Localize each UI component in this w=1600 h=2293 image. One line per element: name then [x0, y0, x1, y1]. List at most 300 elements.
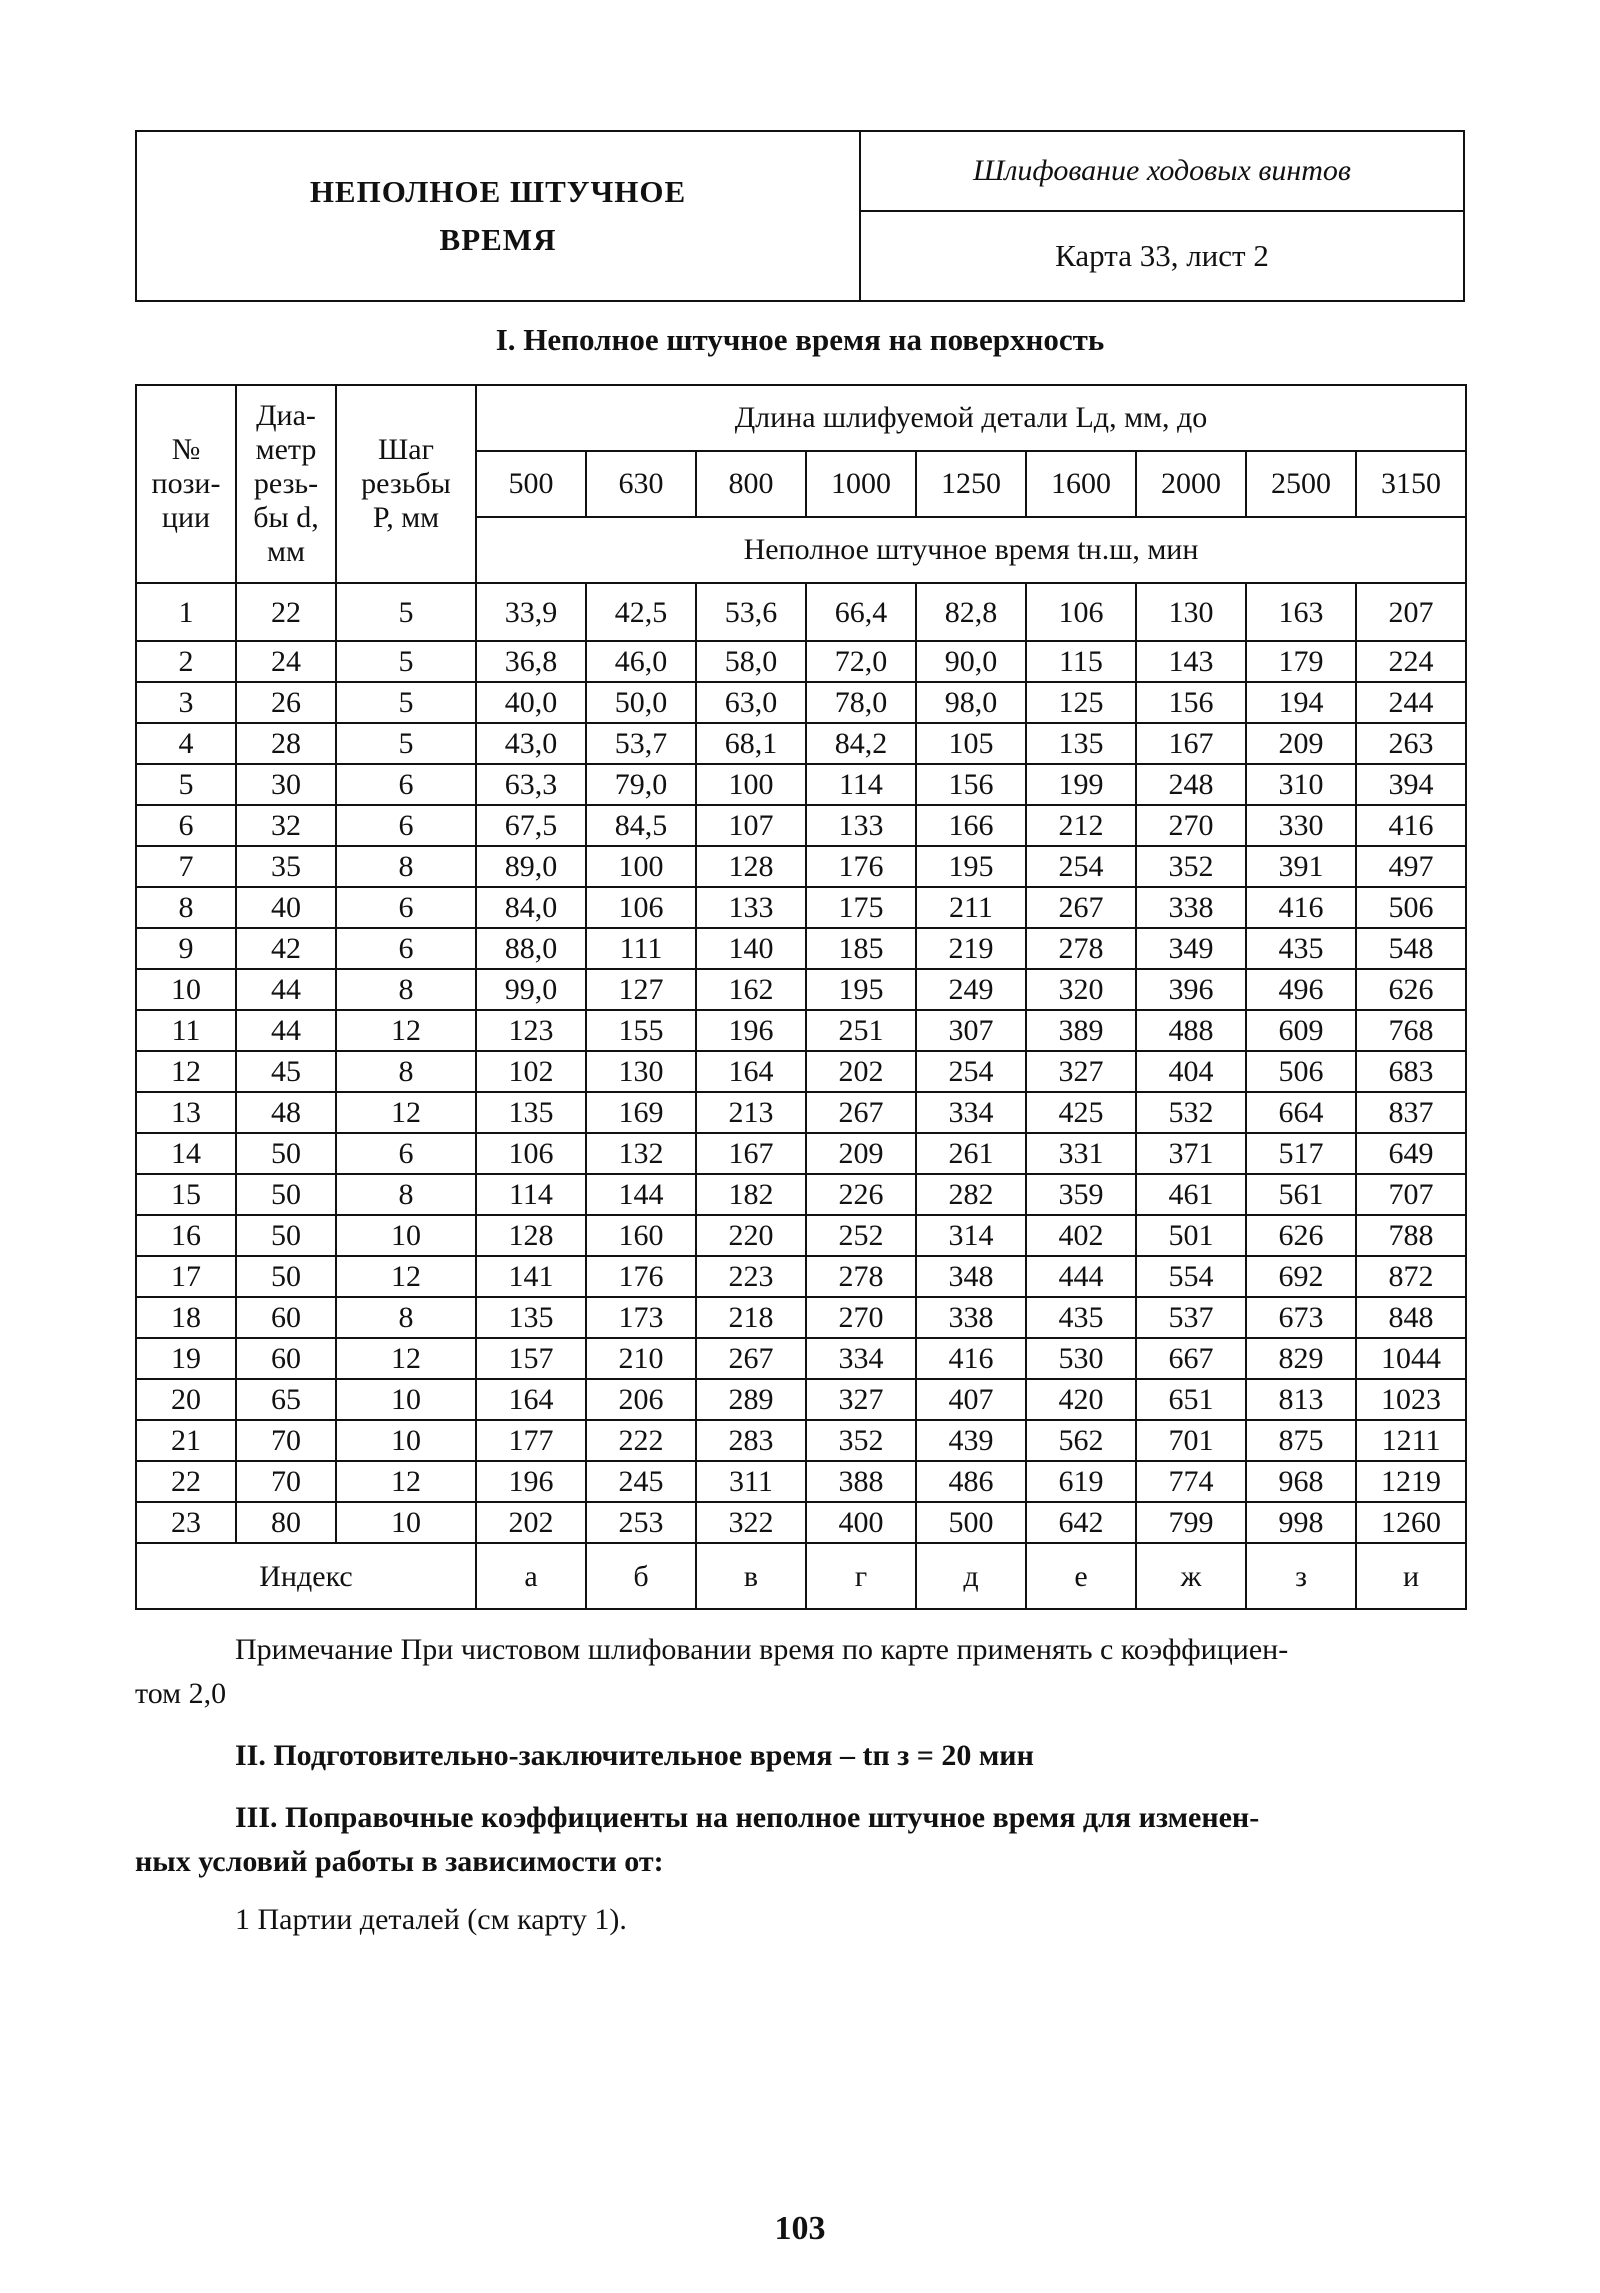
table-cell: 371	[1136, 1133, 1246, 1174]
table-cell: 8	[336, 1297, 476, 1338]
table-cell: 46,0	[586, 641, 696, 682]
table-cell: 80	[236, 1502, 336, 1543]
table-cell: 254	[916, 1051, 1026, 1092]
table-cell: 100	[586, 846, 696, 887]
table-cell: 1044	[1356, 1338, 1466, 1379]
table-cell: 416	[1356, 805, 1466, 846]
table-cell: 175	[806, 887, 916, 928]
table-cell: 218	[696, 1297, 806, 1338]
table-cell: 389	[1026, 1010, 1136, 1051]
index-cell: д	[916, 1543, 1026, 1609]
table-cell: 394	[1356, 764, 1466, 805]
table-cell: 848	[1356, 1297, 1466, 1338]
table-cell: 352	[806, 1420, 916, 1461]
table-cell: 352	[1136, 846, 1246, 887]
table-cell: 22	[236, 583, 336, 641]
table-cell: 311	[696, 1461, 806, 1502]
table-cell: 194	[1246, 682, 1356, 723]
table-cell: 253	[586, 1502, 696, 1543]
table-cell: 177	[476, 1420, 586, 1461]
table-cell: 12	[336, 1338, 476, 1379]
table-cell: 40	[236, 887, 336, 928]
table-cell: 263	[1356, 723, 1466, 764]
table-cell: 506	[1356, 887, 1466, 928]
table-cell: 105	[916, 723, 1026, 764]
table-cell: 211	[916, 887, 1026, 928]
table-cell: 249	[916, 969, 1026, 1010]
table-cell: 133	[696, 887, 806, 928]
table-cell: 132	[586, 1133, 696, 1174]
header-title-line1: НЕПОЛНОЕ ШТУЧНОЕ	[309, 174, 687, 209]
table-cell: 348	[916, 1256, 1026, 1297]
table-cell: 692	[1246, 1256, 1356, 1297]
table-cell: 98,0	[916, 682, 1026, 723]
table-cell: 609	[1246, 1010, 1356, 1051]
table-cell: 66,4	[806, 583, 916, 641]
table-cell: 331	[1026, 1133, 1136, 1174]
table-cell: 5	[336, 583, 476, 641]
length-col-1: 630	[586, 451, 696, 517]
index-cell: е	[1026, 1543, 1136, 1609]
table-cell: 6	[336, 887, 476, 928]
table-row	[136, 1092, 1466, 1133]
table-cell: 28	[236, 723, 336, 764]
table-cell: 209	[806, 1133, 916, 1174]
table-cell: 314	[916, 1215, 1026, 1256]
table-cell: 334	[916, 1092, 1026, 1133]
col-header-diameter-l1: Диа-	[256, 399, 316, 432]
table-row	[136, 764, 1466, 805]
col-header-step-l3: P, мм	[372, 501, 440, 534]
col-header-diameter-l3: резь-	[253, 467, 319, 500]
table-cell: 20	[136, 1379, 236, 1420]
table-cell: 4	[136, 723, 236, 764]
table-cell: 435	[1246, 928, 1356, 969]
section-2-title: II. Подготовительно-заключительное время – tп з = 20 мин	[235, 1739, 1034, 1772]
table-cell: 12	[336, 1256, 476, 1297]
table-row	[136, 1051, 1466, 1092]
table-cell: 6	[136, 805, 236, 846]
table-cell: 359	[1026, 1174, 1136, 1215]
table-cell: 667	[1136, 1338, 1246, 1379]
table-cell: 135	[1026, 723, 1136, 764]
length-header: Длина шлифуемой детали Lд, мм, до	[476, 385, 1466, 451]
table-cell: 106	[476, 1133, 586, 1174]
col-header-step	[336, 385, 476, 583]
length-col-6: 2000	[1136, 451, 1246, 517]
table-cell: 517	[1246, 1133, 1356, 1174]
table-cell: 626	[1356, 969, 1466, 1010]
table-cell: 24	[236, 641, 336, 682]
table-cell: 875	[1246, 1420, 1356, 1461]
table-cell: 11	[136, 1010, 236, 1051]
table-cell: 42,5	[586, 583, 696, 641]
table-cell: 837	[1356, 1092, 1466, 1133]
index-cell: в	[696, 1543, 806, 1609]
table-cell: 2	[136, 641, 236, 682]
index-cell: и	[1356, 1543, 1466, 1609]
table-cell: 407	[916, 1379, 1026, 1420]
header-operation: Шлифование ходовых винтов	[861, 132, 1463, 212]
table-cell: 162	[696, 969, 806, 1010]
table-cell: 501	[1136, 1215, 1246, 1256]
table-cell: 774	[1136, 1461, 1246, 1502]
table-cell: 90,0	[916, 641, 1026, 682]
table-cell: 488	[1136, 1010, 1246, 1051]
table-cell: 99,0	[476, 969, 586, 1010]
col-header-diameter-l4: бы d,	[253, 501, 319, 534]
table-cell: 400	[806, 1502, 916, 1543]
table-cell: 425	[1026, 1092, 1136, 1133]
table-cell: 6	[336, 764, 476, 805]
col-header-position-l1: №	[171, 433, 201, 466]
section-1-title: I. Неполное штучное время на поверхность	[495, 322, 1105, 357]
table-cell: 130	[1136, 583, 1246, 641]
table-cell: 1219	[1356, 1461, 1466, 1502]
page-number: 103	[774, 2210, 826, 2247]
table-cell: 202	[806, 1051, 916, 1092]
table-row	[136, 723, 1466, 764]
note-line2: том 2,0	[135, 1677, 227, 1710]
table-cell: 561	[1246, 1174, 1356, 1215]
table-cell: 125	[1026, 682, 1136, 723]
table-cell: 248	[1136, 764, 1246, 805]
table-cell: 88,0	[476, 928, 586, 969]
table-cell: 160	[586, 1215, 696, 1256]
table-cell: 8	[336, 846, 476, 887]
table-cell: 220	[696, 1215, 806, 1256]
table-cell: 50,0	[586, 682, 696, 723]
table-cell: 349	[1136, 928, 1246, 969]
table-cell: 212	[1026, 805, 1136, 846]
table-cell: 157	[476, 1338, 586, 1379]
table-row	[136, 1215, 1466, 1256]
table-cell: 701	[1136, 1420, 1246, 1461]
table-cell: 107	[696, 805, 806, 846]
table-row	[136, 887, 1466, 928]
table-cell: 548	[1356, 928, 1466, 969]
index-label: Индекс	[136, 1543, 476, 1609]
table-cell: 163	[1246, 583, 1356, 641]
table-cell: 267	[1026, 887, 1136, 928]
table-cell: 968	[1246, 1461, 1356, 1502]
index-cell: г	[806, 1543, 916, 1609]
table-cell: 12	[136, 1051, 236, 1092]
table-cell: 182	[696, 1174, 806, 1215]
table-row	[136, 1338, 1466, 1379]
table-cell: 245	[586, 1461, 696, 1502]
table-cell: 196	[476, 1461, 586, 1502]
table-cell: 7	[136, 846, 236, 887]
table-cell: 651	[1136, 1379, 1246, 1420]
table-cell: 338	[916, 1297, 1026, 1338]
table-cell: 439	[916, 1420, 1026, 1461]
table-cell: 420	[1026, 1379, 1136, 1420]
table-cell: 8	[136, 887, 236, 928]
table-cell: 12	[336, 1461, 476, 1502]
table-cell: 497	[1356, 846, 1466, 887]
table-cell: 267	[806, 1092, 916, 1133]
header-title-line2: ВРЕМЯ	[439, 222, 557, 257]
table-cell: 207	[1356, 583, 1466, 641]
table-cell: 1260	[1356, 1502, 1466, 1543]
table-cell: 45	[236, 1051, 336, 1092]
table-cell: 530	[1026, 1338, 1136, 1379]
table-cell: 416	[1246, 887, 1356, 928]
table-cell: 673	[1246, 1297, 1356, 1338]
table-cell: 167	[696, 1133, 806, 1174]
table-cell: 270	[806, 1297, 916, 1338]
table-cell: 813	[1246, 1379, 1356, 1420]
table-row	[136, 805, 1466, 846]
table-cell: 195	[916, 846, 1026, 887]
table-cell: 133	[806, 805, 916, 846]
table-cell: 402	[1026, 1215, 1136, 1256]
table-cell: 44	[236, 969, 336, 1010]
table-cell: 50	[236, 1256, 336, 1297]
table-cell: 626	[1246, 1215, 1356, 1256]
table-cell: 115	[1026, 641, 1136, 682]
table-cell: 72,0	[806, 641, 916, 682]
table-cell: 14	[136, 1133, 236, 1174]
table-cell: 222	[586, 1420, 696, 1461]
table-cell: 18	[136, 1297, 236, 1338]
col-header-position-l3: ции	[161, 501, 211, 534]
table-cell: 58,0	[696, 641, 806, 682]
table-cell: 444	[1026, 1256, 1136, 1297]
table-cell: 12	[336, 1092, 476, 1133]
table-cell: 199	[1026, 764, 1136, 805]
table-cell: 872	[1356, 1256, 1466, 1297]
index-cell: з	[1246, 1543, 1356, 1609]
table-cell: 84,2	[806, 723, 916, 764]
table-cell: 135	[476, 1297, 586, 1338]
table-cell: 283	[696, 1420, 806, 1461]
index-row	[136, 1543, 1466, 1609]
table-cell: 998	[1246, 1502, 1356, 1543]
length-col-4: 1250	[916, 451, 1026, 517]
index-cell: б	[586, 1543, 696, 1609]
table-cell: 206	[586, 1379, 696, 1420]
table-cell: 164	[696, 1051, 806, 1092]
table-cell: 213	[696, 1092, 806, 1133]
table-cell: 707	[1356, 1174, 1466, 1215]
table-cell: 156	[916, 764, 1026, 805]
table-row	[136, 1010, 1466, 1051]
table-cell: 169	[586, 1092, 696, 1133]
table-cell: 102	[476, 1051, 586, 1092]
length-col-0: 500	[476, 451, 586, 517]
table-cell: 267	[696, 1338, 806, 1379]
table-row	[136, 1256, 1466, 1297]
table-row	[136, 1133, 1466, 1174]
table-cell: 84,5	[586, 805, 696, 846]
table-cell: 70	[236, 1461, 336, 1502]
time-table	[135, 384, 1467, 1610]
table-cell: 128	[476, 1215, 586, 1256]
table-cell: 1211	[1356, 1420, 1466, 1461]
table-cell: 768	[1356, 1010, 1466, 1051]
table-row	[136, 1420, 1466, 1461]
table-cell: 664	[1246, 1092, 1356, 1133]
table-cell: 683	[1356, 1051, 1466, 1092]
table-cell: 226	[806, 1174, 916, 1215]
table-row	[136, 682, 1466, 723]
table-cell: 127	[586, 969, 696, 1010]
table-cell: 50	[236, 1133, 336, 1174]
length-col-2: 800	[696, 451, 806, 517]
table-cell: 5	[336, 641, 476, 682]
table-row	[136, 1461, 1466, 1502]
table-cell: 156	[1136, 682, 1246, 723]
table-cell: 210	[586, 1338, 696, 1379]
table-cell: 176	[586, 1256, 696, 1297]
table-cell: 22	[136, 1461, 236, 1502]
table-cell: 21	[136, 1420, 236, 1461]
table-cell: 10	[336, 1420, 476, 1461]
table-cell: 84,0	[476, 887, 586, 928]
table-cell: 619	[1026, 1461, 1136, 1502]
table-cell: 135	[476, 1092, 586, 1133]
item-1: 1 Партии деталей (см карту 1).	[235, 1903, 627, 1936]
table-cell: 3	[136, 682, 236, 723]
table-row	[136, 1297, 1466, 1338]
table-cell: 155	[586, 1010, 696, 1051]
table-cell: 123	[476, 1010, 586, 1051]
table-cell: 32	[236, 805, 336, 846]
table-row	[136, 928, 1466, 969]
table-cell: 307	[916, 1010, 1026, 1051]
table-cell: 63,3	[476, 764, 586, 805]
table-cell: 30	[236, 764, 336, 805]
table-cell: 48	[236, 1092, 336, 1133]
table-cell: 8	[336, 1051, 476, 1092]
table-cell: 554	[1136, 1256, 1246, 1297]
table-cell: 53,7	[586, 723, 696, 764]
length-col-8: 3150	[1356, 451, 1466, 517]
table-cell: 649	[1356, 1133, 1466, 1174]
col-header-step-l1: Шаг	[378, 433, 434, 466]
table-cell: 185	[806, 928, 916, 969]
length-col-3: 1000	[806, 451, 916, 517]
table-cell: 404	[1136, 1051, 1246, 1092]
table-cell: 5	[336, 723, 476, 764]
table-cell: 500	[916, 1502, 1026, 1543]
table-row	[136, 583, 1466, 641]
table-cell: 334	[806, 1338, 916, 1379]
table-cell: 10	[336, 1502, 476, 1543]
table-cell: 179	[1246, 641, 1356, 682]
table-cell: 42	[236, 928, 336, 969]
table-cell: 278	[806, 1256, 916, 1297]
table-row	[136, 1502, 1466, 1543]
table-cell: 60	[236, 1338, 336, 1379]
table-cell: 17	[136, 1256, 236, 1297]
length-col-7: 2500	[1246, 451, 1356, 517]
table-cell: 141	[476, 1256, 586, 1297]
table-cell: 320	[1026, 969, 1136, 1010]
table-cell: 79,0	[586, 764, 696, 805]
table-row	[136, 846, 1466, 887]
table-cell: 19	[136, 1338, 236, 1379]
table-cell: 330	[1246, 805, 1356, 846]
table-row	[136, 641, 1466, 682]
table-cell: 89,0	[476, 846, 586, 887]
table-cell: 396	[1136, 969, 1246, 1010]
table-cell: 327	[806, 1379, 916, 1420]
table-cell: 53,6	[696, 583, 806, 641]
table-cell: 196	[696, 1010, 806, 1051]
table-cell: 506	[1246, 1051, 1356, 1092]
table-cell: 486	[916, 1461, 1026, 1502]
table-cell: 282	[916, 1174, 1026, 1215]
header-title	[137, 132, 861, 300]
table-cell: 10	[336, 1215, 476, 1256]
length-col-5: 1600	[1026, 451, 1136, 517]
table-cell: 270	[1136, 805, 1246, 846]
card-header	[135, 130, 1465, 302]
table-cell: 219	[916, 928, 1026, 969]
table-cell: 140	[696, 928, 806, 969]
table-cell: 128	[696, 846, 806, 887]
table-cell: 252	[806, 1215, 916, 1256]
table-row	[136, 969, 1466, 1010]
table-cell: 642	[1026, 1502, 1136, 1543]
col-header-diameter-l2: метр	[255, 433, 317, 466]
table-cell: 63,0	[696, 682, 806, 723]
header-card-number: Карта 33, лист 2	[1055, 238, 1269, 273]
table-cell: 6	[336, 805, 476, 846]
table-cell: 50	[236, 1174, 336, 1215]
table-cell: 111	[586, 928, 696, 969]
table-cell: 6	[336, 928, 476, 969]
table-cell: 114	[806, 764, 916, 805]
col-header-diameter	[236, 385, 336, 583]
table-cell: 322	[696, 1502, 806, 1543]
table-cell: 254	[1026, 846, 1136, 887]
section-3-line1: III. Поправочные коэффициенты на неполное штучное время для изменен-	[235, 1801, 1260, 1834]
table-cell: 5	[336, 682, 476, 723]
table-cell: 289	[696, 1379, 806, 1420]
table-cell: 223	[696, 1256, 806, 1297]
note-line1: Примечание При чистовом шлифовании время по карте применять с коэффициен-	[235, 1633, 1289, 1666]
table-cell: 388	[806, 1461, 916, 1502]
table-cell: 15	[136, 1174, 236, 1215]
table-cell: 67,5	[476, 805, 586, 846]
table-cell: 799	[1136, 1502, 1246, 1543]
table-cell: 391	[1246, 846, 1356, 887]
table-cell: 10	[136, 969, 236, 1010]
time-header: Неполное штучное время tн.ш, мин	[476, 517, 1466, 583]
table-cell: 33,9	[476, 583, 586, 641]
index-cell: а	[476, 1543, 586, 1609]
table-cell: 82,8	[916, 583, 1026, 641]
table-cell: 537	[1136, 1297, 1246, 1338]
table-cell: 70	[236, 1420, 336, 1461]
col-header-diameter-l5: мм	[267, 535, 305, 568]
table-cell: 68,1	[696, 723, 806, 764]
table-cell: 173	[586, 1297, 696, 1338]
col-header-position-l2: пози-	[151, 467, 221, 500]
index-cell: ж	[1136, 1543, 1246, 1609]
table-cell: 496	[1246, 969, 1356, 1010]
table-cell: 143	[1136, 641, 1246, 682]
table-cell: 35	[236, 846, 336, 887]
table-cell: 36,8	[476, 641, 586, 682]
table-cell: 829	[1246, 1338, 1356, 1379]
table-cell: 43,0	[476, 723, 586, 764]
table-cell: 130	[586, 1051, 696, 1092]
